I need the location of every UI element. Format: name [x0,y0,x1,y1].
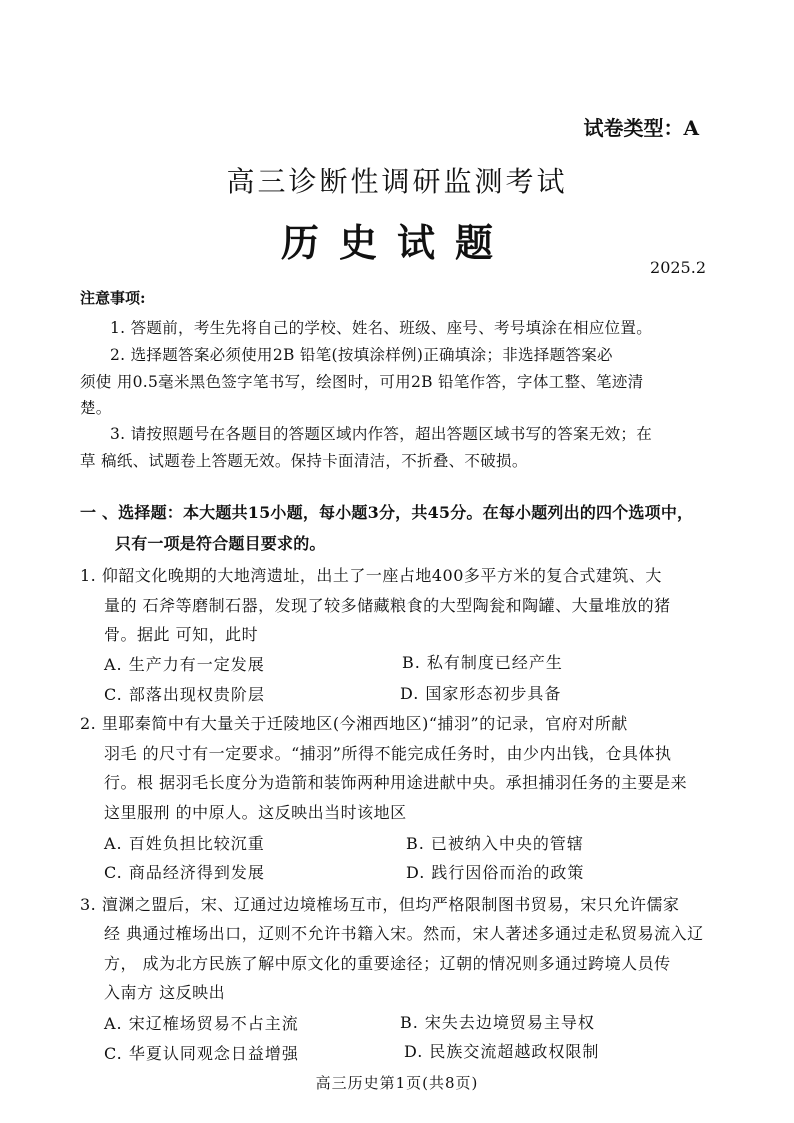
notice-line: 1. 答题前，考生先将自己的学校、姓名、班级、座号、考号填涂在相应位置。 [110,319,653,337]
question-1-line: 量的 石斧等磨制石器，发现了较多储藏粮食的大型陶瓮和陶罐、大量堆放的猪 [104,596,671,615]
page-footer: 高三历史第1页(共8页) [315,1074,479,1092]
section-heading: 一 、选择题：本大题共15小题，每小题3分，共45分。在每小题列出的四个选项中， [80,503,694,522]
question-2-option-d: D. 践行因俗而治的政策 [406,863,585,882]
notice-line: 楚。 [80,399,112,417]
question-2-line: 2. 里耶秦简中有大量关于迁陵地区(今湘西地区)“捕羽”的记录，官府对所献 [80,714,628,733]
question-1-option-c: C. 部落出现权贵阶层 [104,685,265,704]
notice-line: 3. 请按照题号在各题目的答题区域内作答，超出答题区域书写的答案无效；在 [110,425,653,443]
notice-line: 2. 选择题答案必须使用2B 铅笔(按填涂样例)正确填涂；非选择题答案必 [110,346,613,364]
question-2-option-a: A. 百姓负担比较沉重 [104,834,265,853]
question-1-option-a: A. 生产力有一定发展 [104,655,265,674]
notice-line: 草 稿纸、试题卷上答题无效。保持卡面清洁，不折叠、不破损。 [80,452,528,470]
question-3-line: 方， 成为北方民族了解中原文化的重要途径；辽朝的情况则多通过跨境人员传 [104,954,671,973]
paper-type: 试卷类型：A [583,116,699,140]
question-3-line: 入南方 这反映出 [104,983,226,1002]
notice-heading: 注意事项: [80,289,146,307]
subject-title: 历史试题 [280,220,513,265]
question-3-option-a: A. 宋辽榷场贸易不占主流 [104,1014,299,1033]
question-3-line: 经 典通过榷场出口，辽则不允许书籍入宋。然而，宋人著述多通过走私贸易流入辽 [104,924,704,943]
question-2-line: 羽毛 的尺寸有一定要求。“捕羽”所得不能完成任务时，由少内出钱，仓具体执 [104,744,672,763]
question-3-option-c: C. 华夏认同观念日益增强 [104,1044,299,1063]
question-1-line: 骨。据此 可知，此时 [104,625,259,644]
question-3-option-b: B. 宋失去边境贸易主导权 [400,1013,595,1032]
question-3-option-d: D. 民族交流超越政权限制 [404,1042,600,1061]
question-2-option-b: B. 已被纳入中央的管辖 [406,834,584,853]
question-2-line: 行。根 据羽毛长度分为造箭和装饰两种用途进献中央。承担捕羽任务的主要是来 [104,773,688,792]
question-2-option-c: C. 商品经济得到发展 [104,863,265,882]
question-1-line: 1. 仰韶文化晚期的大地湾遗址，出土了一座占地400多平方米的复合式建筑、大 [80,566,662,585]
question-3-line: 3. 澶渊之盟后，宋、辽通过边境榷场互市，但均严格限制图书贸易，宋只允许儒家 [80,895,680,914]
question-2-line: 这里服刑 的中原人。这反映出当时该地区 [104,803,407,822]
question-1-option-d: D. 国家形态初步具备 [400,684,562,703]
exam-date: 2025.2 [650,258,706,277]
exam-title: 高三诊断性调研监测考试 [226,165,568,198]
section-heading-cont: 只有一项是符合题目要求的。 [115,534,326,553]
notice-line: 须使 用0.5毫米黑色签字笔书写，绘图时，可用2B 铅笔作答，字体工整、笔迹清 [80,373,644,391]
question-1-option-b: B. 私有制度已经产生 [402,653,563,672]
